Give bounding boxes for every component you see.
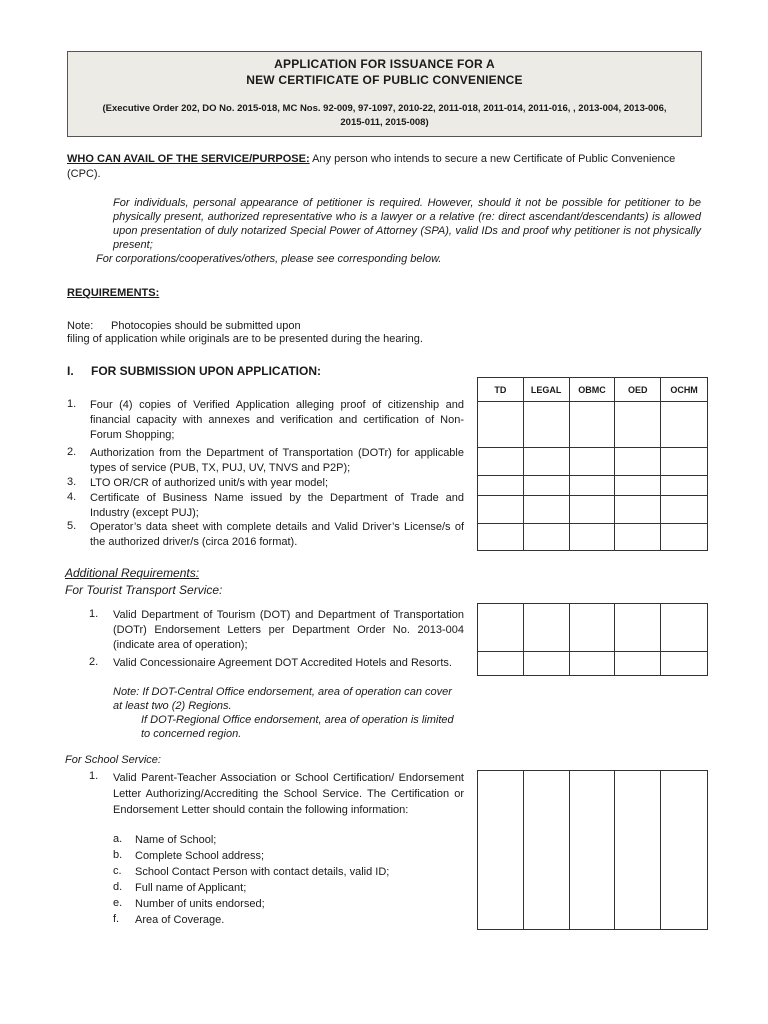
checklist-cell[interactable] [569, 604, 615, 652]
checklist-cell[interactable] [569, 652, 615, 676]
title-line-2: NEW CERTIFICATE OF PUBLIC CONVENIENCE [246, 73, 523, 87]
checklist-row [478, 496, 708, 524]
checklist-cell[interactable] [569, 524, 615, 551]
checklist-cell[interactable] [478, 496, 524, 524]
checklist-cell[interactable] [523, 524, 569, 551]
checklist-cell[interactable] [615, 448, 661, 476]
sub-item-letter: f. [113, 913, 120, 925]
checklist-cell[interactable] [615, 771, 661, 930]
item-number: 4. [67, 491, 77, 503]
item-number: 2. [89, 656, 99, 668]
requirements-note-line1: Photocopies should be submitted upon [111, 320, 301, 332]
checklist-cell[interactable] [478, 476, 524, 496]
checklist-cell[interactable] [523, 604, 569, 652]
item-number: 5. [67, 520, 77, 532]
school-subitem-d: Full name of Applicant; [135, 882, 247, 894]
checklist-cell[interactable] [569, 448, 615, 476]
item-number: 1. [67, 398, 77, 410]
requirements-heading: REQUIREMENTS: [67, 287, 160, 299]
item-number: 1. [89, 770, 99, 782]
item-number: 2. [67, 446, 77, 458]
column-header-oed: OED [615, 378, 661, 402]
checklist-cell[interactable] [615, 524, 661, 551]
requirements-note-label: Note: [67, 320, 94, 332]
checklist-cell[interactable] [478, 604, 524, 652]
item-number: 3. [67, 476, 77, 488]
section1-numeral: I. [67, 364, 74, 378]
item-number: 1. [89, 608, 99, 620]
column-header-td: TD [478, 378, 524, 402]
tourist-heading: For Tourist Transport Service: [65, 583, 223, 597]
checklist-cell[interactable] [615, 496, 661, 524]
school-heading: For School Service: [65, 754, 161, 766]
school-subitem-b: Complete School address; [135, 850, 265, 862]
checklist-cell[interactable] [569, 771, 615, 930]
checklist-cell[interactable] [661, 771, 708, 930]
school-item-1: Valid Parent-Teacher Association or School Certification/ Endorsement Letter Authorizing/Accrediting the School Service. The Certification or Endorsement Letter should contain the following information: [113, 772, 464, 816]
title-subtitle: (Executive Order 202, DO No. 2015-018, MC Nos. 92-009, 97-1097, 2010-22, 2011-018, 2011-014, 2011-016, , 2013-004, 2013-006, 2015-011, 2015-008) [102, 103, 667, 128]
school-checklist-table [477, 770, 708, 930]
checklist-row [478, 476, 708, 496]
checklist-cell[interactable] [478, 652, 524, 676]
requirement-item-2: Authorization from the Department of Transportation (DOTr) for applicable types of service (PUB, TX, PUJ, UV, TNVS and P2P); [90, 447, 464, 474]
checklist-cell[interactable] [661, 402, 708, 448]
checklist-row [478, 604, 708, 652]
tourist-note-2: If DOT-Regional Office endorsement, area of operation is limited to concerned region. [141, 714, 454, 740]
school-subitem-f: Area of Coverage. [135, 914, 225, 926]
checklist-cell[interactable] [523, 496, 569, 524]
checklist-cell[interactable] [569, 402, 615, 448]
column-header-ochm: OCHM [661, 378, 708, 402]
tourist-item-2: Valid Concessionaire Agreement DOT Accredited Hotels and Resorts. [113, 657, 452, 669]
column-header-legal: LEGAL [523, 378, 569, 402]
checklist-row [478, 652, 708, 676]
school-subitem-e: Number of units endorsed; [135, 898, 265, 910]
checklist-cell[interactable] [569, 476, 615, 496]
checklist-cell[interactable] [523, 448, 569, 476]
checklist-cell[interactable] [523, 652, 569, 676]
sub-item-letter: a. [113, 833, 123, 845]
requirement-item-3: LTO OR/CR of authorized unit/s with year model; [90, 477, 329, 489]
school-subitem-a: Name of School; [135, 834, 217, 846]
checklist-cell[interactable] [523, 402, 569, 448]
checklist-cell[interactable] [661, 476, 708, 496]
checklist-cell[interactable] [661, 524, 708, 551]
requirement-item-1: Four (4) copies of Verified Application alleging proof of citizenship and financial capacity with annexes and verification and certification of Non-Forum Shopping; [90, 399, 464, 441]
purpose-text: Any person who intends to secure a new Certificate of Public Convenience (CPC). [67, 153, 676, 180]
requirement-item-4: Certificate of Business Name issued by the Department of Trade and Industry (except PUJ); [90, 492, 464, 519]
sub-item-letter: b. [113, 849, 123, 861]
additional-heading: Additional Requirements: [65, 566, 200, 580]
checklist-cell[interactable] [569, 496, 615, 524]
purpose-paragraph [67, 152, 702, 182]
checklist-cell[interactable] [661, 448, 708, 476]
checklist-cell[interactable] [615, 604, 661, 652]
checklist-cell[interactable] [478, 448, 524, 476]
checklist-cell[interactable] [478, 524, 524, 551]
checklist-cell[interactable] [661, 604, 708, 652]
tourist-note-1: Note: If DOT-Central Office endorsement, area of operation can cover at least two (2) Regions. [113, 686, 452, 712]
checklist-cell[interactable] [523, 476, 569, 496]
tourist-item-1: Valid Department of Tourism (DOT) and Department of Transportation (DOTr) Endorsement Letters per Department Order No. 2013-004 (indicate area of operation); [113, 609, 464, 651]
section1-checklist-table [477, 377, 708, 551]
requirements-note-line2: filing of application while originals are to be presented during the hearing. [67, 333, 423, 345]
sub-item-letter: d. [113, 881, 123, 893]
checklist-cell[interactable] [661, 652, 708, 676]
checklist-cell[interactable] [478, 402, 524, 448]
corporations-note: For corporations/cooperatives/others, please see corresponding below. [96, 253, 442, 265]
purpose-label: WHO CAN AVAIL OF THE SERVICE/PURPOSE: [67, 153, 310, 165]
requirement-item-5: Operator’s data sheet with complete details and Valid Driver’s License/s of the authorized driver/s (circa 2016 format). [90, 521, 464, 548]
checklist-row [478, 771, 708, 930]
individuals-note: For individuals, personal appearance of petitioner is required. However, should it not be possible for petitioner to be physically present, authorized representative who is a lawyer or a relative (re: direct ascendant/descendants) is allowed upon presentation of duly notarized Special Power of Attorney (SPA), valid IDs and proof why petitioner is not physically present; [113, 197, 701, 251]
checklist-cell[interactable] [478, 771, 524, 930]
checklist-cell[interactable] [615, 476, 661, 496]
sub-item-letter: c. [113, 865, 122, 877]
checklist-cell[interactable] [523, 771, 569, 930]
column-header-obmc: OBMC [569, 378, 615, 402]
checklist-cell[interactable] [615, 652, 661, 676]
checklist-row [478, 524, 708, 551]
checklist-cell[interactable] [661, 496, 708, 524]
title-line-1: APPLICATION FOR ISSUANCE FOR A [274, 57, 495, 71]
checklist-cell[interactable] [615, 402, 661, 448]
checklist-row [478, 448, 708, 476]
school-subitem-c: School Contact Person with contact details, valid ID; [135, 866, 390, 878]
section1-heading: FOR SUBMISSION UPON APPLICATION: [91, 364, 322, 378]
checklist-row [478, 402, 708, 448]
sub-item-letter: e. [113, 897, 123, 909]
title-box [67, 51, 702, 137]
tourist-checklist-table [477, 603, 708, 676]
